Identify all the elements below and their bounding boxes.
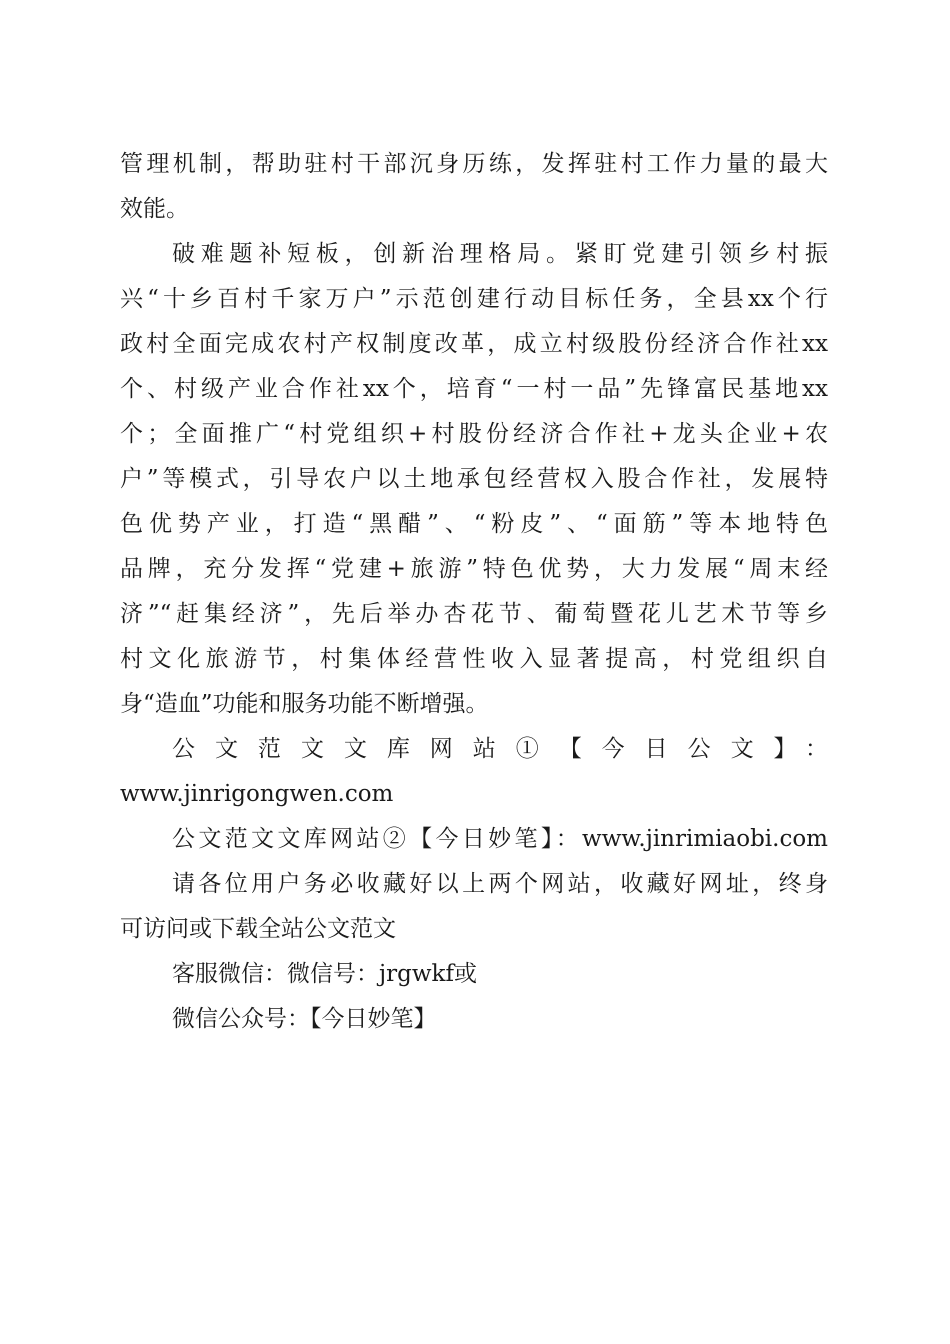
paragraph-line: 济”“赶集经济”，先后举办杏花节、葡萄暨花儿艺术节等乡: [120, 601, 828, 627]
document-page: [120, 142, 828, 1042]
customer-service-wechat: 客服微信：微信号：jrgwkf或: [172, 961, 477, 987]
paragraph-line: 个、村级产业合作社xx个，培育“一村一品”先锋富民基地xx: [120, 376, 828, 402]
paragraph-line: 个；全面推广“村党组织+村股份经济合作社+龙头企业+农: [120, 421, 828, 447]
website-1-label: 公文范文文库网站①【今日公文】：: [172, 736, 828, 762]
notice-line: 可访问或下载全站公文范文: [120, 916, 396, 942]
paragraph-line: 破难题补短板，创新治理格局。紧盯党建引领乡村振: [172, 241, 828, 267]
wechat-official-account: 微信公众号：【今日妙笔】: [172, 1006, 437, 1032]
paragraph-line: 品牌，充分发挥“党建+旅游”特色优势，大力发展“周末经: [120, 556, 828, 582]
paragraph-line: 村文化旅游节，村集体经营性收入显著提高，村党组织自: [120, 646, 828, 672]
paragraph-line: 户”等模式，引导农户以土地承包经营权入股合作社，发展特: [120, 466, 828, 492]
paragraph-line: 身“造血”功能和服务功能不断增强。: [120, 691, 489, 717]
paragraph-line: 兴“十乡百村千家万户”示范创建行动目标任务，全县xx个行: [120, 286, 828, 312]
website-2-line[interactable]: 公文范文文库网站②【今日妙笔】：www.jinrimiaobi.com: [172, 826, 828, 852]
paragraph-line: 管理机制，帮助驻村干部沉身历练，发挥驻村工作力量的最大: [120, 151, 828, 177]
notice-line: 请各位用户务必收藏好以上两个网站，收藏好网址，终身: [172, 871, 828, 897]
paragraph-line: 色优势产业，打造“黑醋”、“粉皮”、“面筋”等本地特色: [120, 511, 828, 537]
website-1-url[interactable]: www.jinrigongwen.com: [120, 781, 394, 807]
paragraph-line: 效能。: [120, 196, 189, 222]
paragraph-line: 政村全面完成农村产权制度改革，成立村级股份经济合作社xx: [120, 331, 828, 357]
